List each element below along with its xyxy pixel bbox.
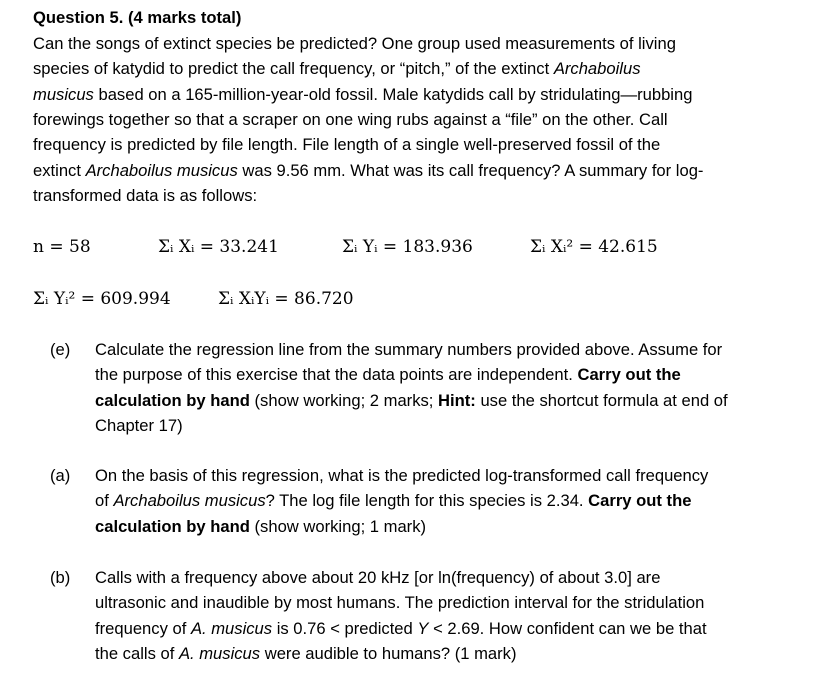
italic-text: Archaboilus musicus: [85, 160, 238, 180]
text-line: [95, 568, 660, 588]
stat-n: n = 58: [33, 237, 91, 257]
text-line: [33, 186, 257, 206]
text-segment: Can the songs of extinct species be predicted? One group used measurements of living: [33, 34, 676, 53]
italic-text: musicus: [33, 84, 94, 104]
text-line: [33, 34, 676, 54]
text-line: [95, 644, 517, 664]
text-segment: of: [95, 491, 114, 511]
text-line: [33, 110, 668, 130]
text-segment: transformed data is as follows:: [33, 185, 258, 205]
bold-text: Carry out the: [588, 491, 692, 511]
bold-text: calculation by hand: [95, 390, 250, 410]
text-line: [95, 365, 681, 385]
text-segment: the calls of: [95, 643, 179, 663]
text-line: [95, 491, 691, 511]
text-line: [95, 619, 707, 639]
part-label: (e): [50, 340, 71, 359]
question-title: Question 5. (4 marks total): [33, 8, 242, 27]
text-segment: forewings together so that a scraper on one wing rubs against a “file” on the other. Call: [33, 109, 668, 129]
bold-text: Carry out the: [577, 365, 681, 385]
text-segment: extinct: [33, 160, 86, 180]
stat-sum-x2: Σᵢ Xᵢ² = 42.615: [530, 237, 658, 257]
text-line: [95, 466, 708, 486]
text-segment: ? The log file length for this species is 2.34.: [265, 491, 589, 511]
text-segment: based on a 165-million-year-old fossil. Male katydids call by stridulating—rubbing: [93, 84, 693, 104]
text-segment: use the shortcut formula at end of: [475, 390, 728, 410]
stat-sum-y: Σᵢ Yᵢ = 183.936: [342, 237, 473, 257]
italic-text: A. musicus: [178, 643, 261, 663]
text-segment: were audible to humans? (1 mark): [260, 643, 517, 663]
text-segment: the purpose of this exercise that the data points are independent.: [95, 365, 578, 385]
text-segment: is 0.76 < predicted: [272, 618, 418, 638]
text-segment: < 2.69. How confident can we be that: [428, 618, 707, 638]
text-line: [33, 85, 692, 105]
part-label: (a): [50, 466, 71, 485]
bold-text: calculation by hand: [95, 516, 250, 536]
text-segment: (show working; 1 mark): [249, 516, 427, 536]
text-line: [33, 135, 660, 155]
text-line: [33, 59, 641, 79]
italic-text: Archaboilus: [553, 59, 641, 79]
text-segment: frequency is predicted by file length. File length of a single well-preserved fossil of the: [33, 135, 661, 155]
text-line: [95, 416, 183, 436]
text-line: [95, 517, 426, 537]
italic-text: Archaboilus musicus: [113, 491, 266, 511]
text-segment: ultrasonic and inaudible by most humans. The prediction interval for the stridulation: [95, 593, 705, 613]
stat-sum-y2: Σᵢ Yᵢ² = 609.994: [33, 289, 171, 309]
text-line: [33, 161, 703, 181]
text-segment: Chapter 17): [95, 415, 183, 435]
text-line: [95, 340, 722, 360]
italic-text: Y: [417, 618, 429, 638]
stat-sum-x: Σᵢ Xᵢ = 33.241: [158, 237, 279, 257]
text-segment: species of katydid to predict the call frequency, or “pitch,” of the extinct: [33, 59, 554, 79]
text-segment: (show working; 2 marks;: [249, 390, 439, 410]
text-segment: Calculate the regression line from the summary numbers provided above. Assume for: [95, 340, 723, 359]
text-line: [95, 391, 728, 411]
text-segment: frequency of: [95, 618, 191, 638]
text-line: [95, 593, 704, 613]
part-label: (b): [50, 568, 71, 587]
text-segment: Calls with a frequency above about 20 kHz [or ln(frequency) of about 3.0] are: [95, 568, 661, 587]
bold-text: Hint:: [438, 390, 476, 410]
text-segment: On the basis of this regression, what is the predicted log-transformed call frequency: [95, 466, 709, 485]
text-segment: was 9.56 mm. What was its call frequency? A summary for log-: [237, 160, 704, 180]
italic-text: A. musicus: [190, 618, 273, 638]
stat-sum-xy: Σᵢ XᵢYᵢ = 86.720: [218, 289, 354, 309]
